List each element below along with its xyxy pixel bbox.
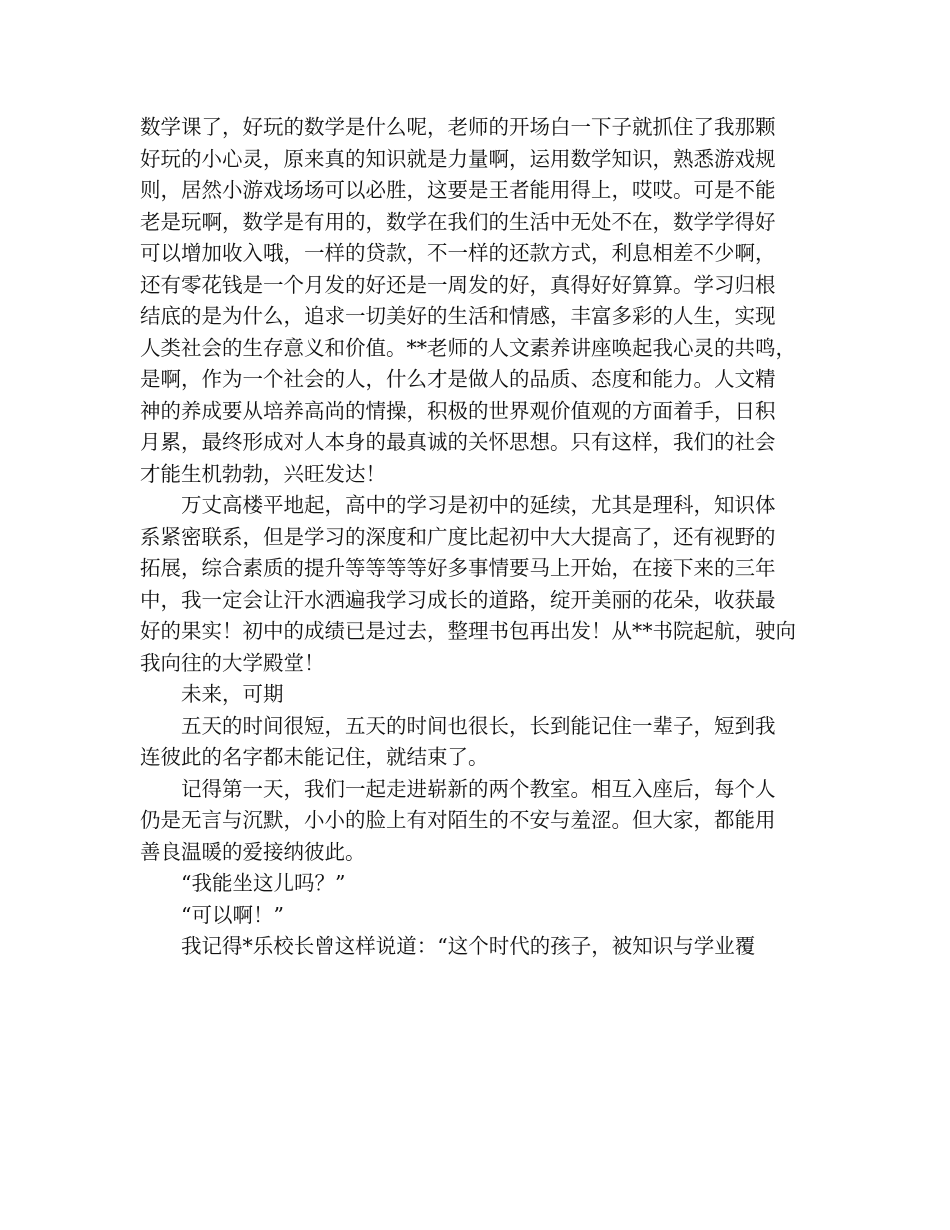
text-line: 可以增加收入哦，一样的贷款，不一样的还款方式，利息相差不少啊， [140, 241, 776, 265]
body-text [140, 112, 820, 963]
text-line: 好玩的小心灵，原来真的知识就是力量啊，运用数学知识，熟悉游戏规 [140, 146, 776, 171]
paragraph-start-line: 记得第一天，我们一起走进崭新的两个教室。相互入座后，每个人 [181, 776, 776, 801]
text-line: 善良温暖的爱接纳彼此。 [140, 839, 366, 864]
paragraph-start-line: 我记得*乐校长曾这样说道：“这个时代的孩子，被知识与学业覆 [181, 934, 756, 958]
text-line: 神的养成要从培养高尚的情操，积极的世界观价值观的方面着手，日积 [140, 398, 776, 423]
text-line: 中，我一定会让汗水洒遍我学习成长的道路，绽开美丽的花朵，收获最 [140, 587, 776, 612]
text-line: 人类社会的生存意义和价值。**老师的人文素养讲座唤起我心灵的共鸣， [140, 335, 796, 360]
text-line: 才能生机勃勃，兴旺发达！ [140, 461, 386, 486]
section-heading: 未来，可期 [181, 682, 284, 706]
text-line: 老是玩啊，数学是有用的，数学在我们的生活中无处不在，数学学得好 [140, 209, 776, 234]
dialogue-line: “可以啊！” [181, 902, 284, 927]
paragraph-start-line: 万丈高楼平地起，高中的学习是初中的延续，尤其是理科，知识体 [181, 493, 776, 517]
text-line: 数学课了，好玩的数学是什么呢，老师的开场白一下子就抓住了我那颗 [140, 115, 776, 139]
paragraph-start-line: 五天的时间很短，五天的时间也很长，长到能记住一辈子，短到我 [181, 713, 776, 738]
text-line: 我向往的大学殿堂！ [140, 650, 325, 675]
text-line: 系紧密联系，但是学习的深度和广度比起初中大大提高了，还有视野的 [140, 524, 776, 549]
text-line: 拓展，综合素质的提升等等等等好多事情要马上开始，在接下来的三年 [140, 556, 776, 580]
text-line: 连彼此的名字都未能记住，就结束了。 [140, 745, 489, 769]
text-line: 结底的是为什么，追求一切美好的生活和情感，丰富多彩的人生，实现 [140, 304, 776, 328]
dialogue-line: “我能坐这儿吗？” [181, 871, 346, 895]
text-line: 仍是无言与沉默，小小的脸上有对陌生的不安与羞涩。但大家，都能用 [140, 808, 776, 832]
text-line: 则，居然小游戏场场可以必胜，这要是王者能用得上，哎哎。可是不能 [140, 178, 776, 202]
text-line: 还有零花钱是一个月发的好还是一周发的好，真得好好算算。学习归根 [140, 272, 776, 297]
text-line: 好的果实！初中的成绩已是过去，整理书包再出发！从**书院起航，驶向 [140, 619, 796, 643]
text-line: 是啊，作为一个社会的人，什么才是做人的品质、态度和能力。人文精 [140, 367, 776, 391]
text-line: 月累，最终形成对人本身的最真诚的关怀思想。只有这样，我们的社会 [140, 430, 776, 454]
